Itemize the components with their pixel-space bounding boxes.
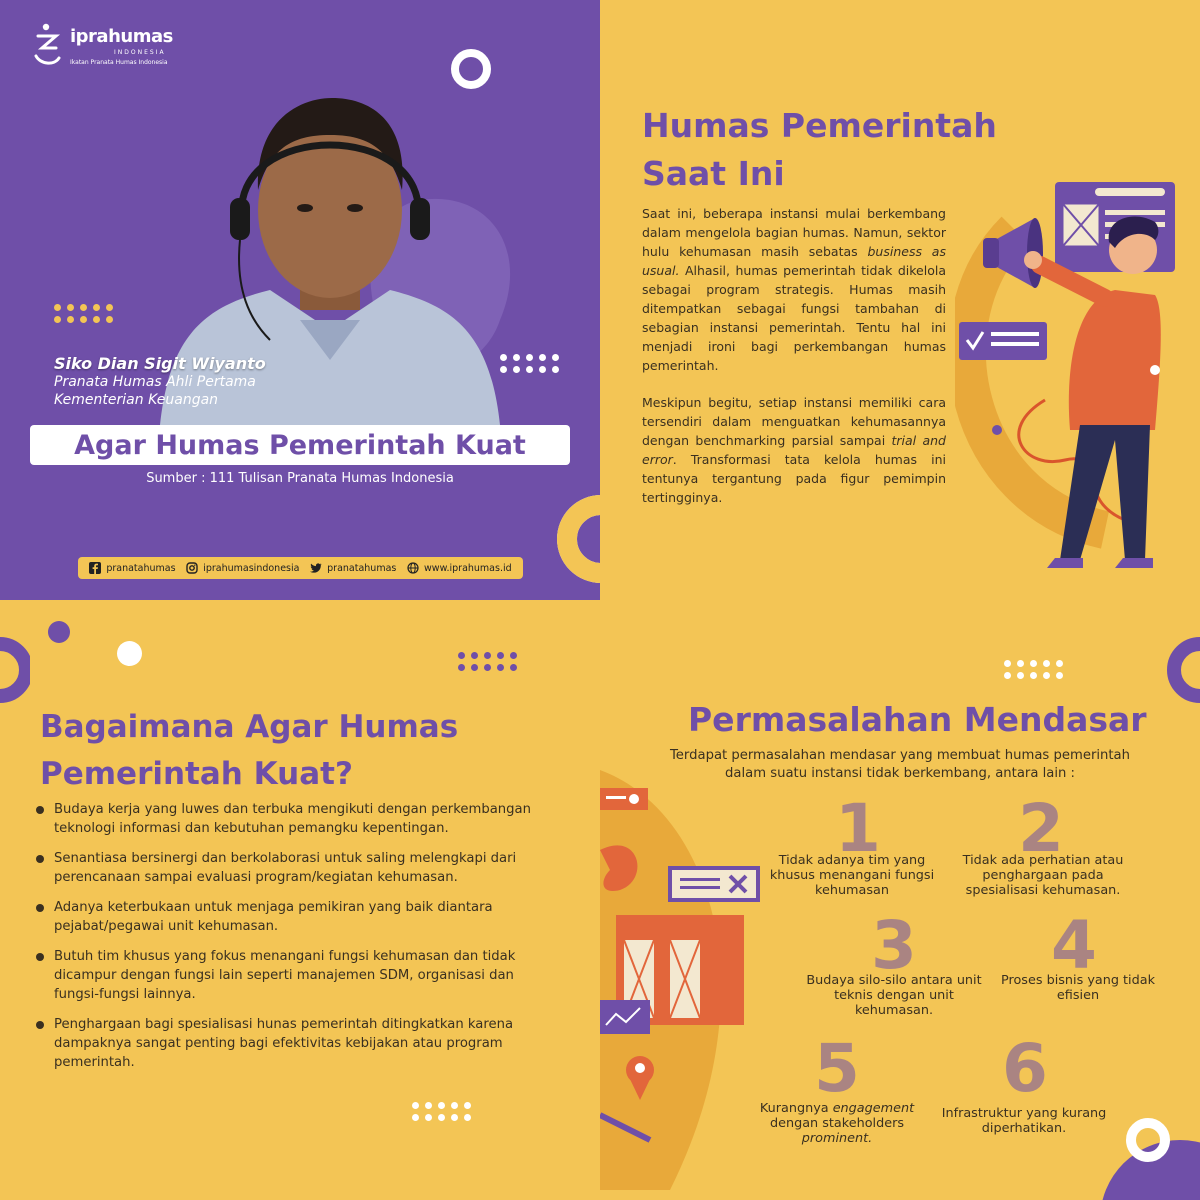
main-title: Agar Humas Pemerintah Kuat <box>74 429 526 461</box>
web-design-illustration <box>600 770 760 1190</box>
cover-panel <box>0 0 600 600</box>
dots-decoration <box>54 304 114 323</box>
source-text: Sumber : 111 Tulisan Pranata Humas Indonesia <box>146 471 454 486</box>
paragraph: Meskipun begitu, setiap instansi memiliki cara tersendiri dalam menguatkan kehumasannya dengan benchmarking parsial sampai trial and error. Transformasi tata kelola humas ini tentunya tergantung pada figur pemimpin tertingginya. <box>642 395 946 505</box>
megaphone-man-illustration <box>955 170 1200 590</box>
item-number: 3 <box>871 907 917 984</box>
dots-decoration <box>500 354 560 373</box>
social-label: www.iprahumas.id <box>424 562 512 574</box>
problem-item: Budaya silo-silo antara unit teknis dengan unit kehumasan. <box>806 973 982 1018</box>
author-role: Pranata Humas Ahli Pertama <box>54 374 256 390</box>
social-website[interactable] <box>407 562 512 574</box>
globe-icon <box>407 562 419 574</box>
facebook-icon <box>89 562 101 574</box>
dot-decoration <box>48 621 70 643</box>
item-number: 6 <box>1002 1030 1048 1107</box>
social-instagram[interactable] <box>186 562 299 574</box>
how-to-panel <box>0 600 600 1200</box>
how-to-list <box>36 800 536 1083</box>
item-number: 4 <box>1051 907 1097 984</box>
iprahumas-logo-icon <box>32 22 62 68</box>
problem-item: Proses bisnis yang tidak efisien <box>1001 973 1155 1003</box>
half-ring-decoration <box>556 494 600 584</box>
social-label: iprahumasindonesia <box>203 562 300 574</box>
dots-decoration <box>1004 660 1064 679</box>
section-intro: Terdapat permasalahan mendasar yang membuat humas pemerintah dalam suatu instansi tidak berkembang, antara lain : <box>670 748 1130 781</box>
list-item: Senantiasa bersinergi dan berkolaborasi untuk saling melengkapi dari perencanaan sampai evaluasi program/kegiatan kehumasan. <box>36 849 536 887</box>
item-number: 5 <box>814 1030 860 1107</box>
section-body <box>642 204 946 525</box>
dots-decoration <box>458 652 518 671</box>
social-bar <box>78 557 523 579</box>
section-title: Humas Pemerintah Saat Ini <box>642 106 997 193</box>
problem-item: Tidak adanya tim yang khusus menangani fungsi kehumasan <box>769 853 935 898</box>
item-number: 2 <box>1018 790 1064 867</box>
instagram-icon <box>186 562 198 574</box>
section-title: Permasalahan Mendasar <box>688 700 1147 739</box>
half-ring-decoration <box>0 630 30 710</box>
author-organization: Kementerian Keuangan <box>54 392 219 408</box>
dot-decoration <box>117 641 142 666</box>
problem-item: Infrastruktur yang kurang diperhatikan. <box>941 1106 1107 1136</box>
paragraph: Saat ini, beberapa instansi mulai berkembang dalam mengelola bagian humas. Namun, sektor hulu kehumasan masih sebatas business as usual. Alhasil, humas pemerintah tidak dikelola sebagai program strategis. Humas masih ditempatkan sebagai fungsi tambahan di sebagian instansi pemerintah. Tentu hal ini menjadi ironi bagi perkembangan humas pemerintah. <box>642 206 946 373</box>
logo <box>32 22 192 72</box>
dots-decoration <box>412 1102 472 1121</box>
social-facebook[interactable] <box>89 562 175 574</box>
list-item: Adanya keterbukaan untuk menjaga pemikiran yang baik diantara pejabat/pegawai unit kehumasan. <box>36 898 536 936</box>
twitter-icon <box>310 562 322 574</box>
list-item: Budaya kerja yang luwes dan terbuka mengikuti dengan perkembangan teknologi informasi dan kebutuhan pemangku kepentingan. <box>36 800 536 838</box>
author-name: Siko Dian Sigit Wiyanto <box>54 354 266 373</box>
problem-item: Kurangnya engagement dengan stakeholders prominent. <box>759 1101 915 1146</box>
item-number: 1 <box>835 790 881 867</box>
problems-panel <box>600 600 1200 1200</box>
social-label: pranatahumas <box>106 562 176 574</box>
list-item: Penghargaan bagi spesialisasi hunas pemerintah ditingkatkan karena dampaknya sangat penting bagi efektivitas kebijakan atau program pemerintah. <box>36 1015 536 1072</box>
current-state-panel <box>600 0 1200 600</box>
ring-decoration <box>1126 1118 1170 1162</box>
list-item: Butuh tim khusus yang fokus menangani fungsi kehumasan dan tidak dicampur dengan fungsi lain seperti manajemen SDM, organisasi dan fungsi-fungsi lainnya. <box>36 947 536 1004</box>
logo-organization: Ikatan Pranata Humas Indonesia <box>70 59 168 66</box>
social-label: pranatahumas <box>327 562 397 574</box>
logo-name: iprahumas <box>70 26 173 47</box>
problem-item: Tidak ada perhatian atau penghargaan pada spesialisasi kehumasan. <box>962 853 1124 898</box>
section-title: Bagaimana Agar Humas Pemerintah Kuat? <box>40 709 459 792</box>
logo-subtitle: INDONESIA <box>114 49 166 56</box>
half-ring-decoration <box>1160 630 1200 710</box>
social-twitter[interactable] <box>310 562 396 574</box>
main-title-box <box>30 425 570 465</box>
